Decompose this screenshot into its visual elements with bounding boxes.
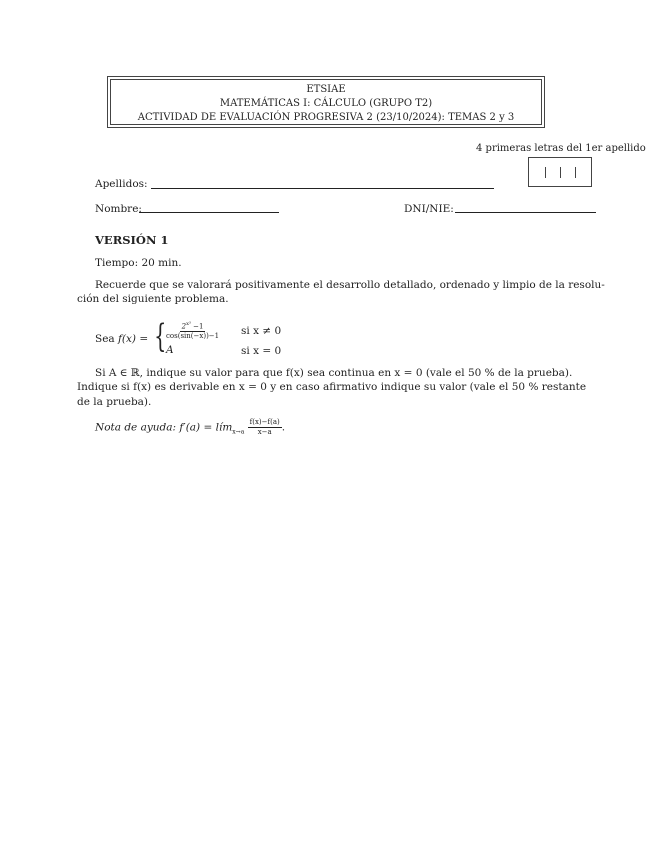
case1-fraction bbox=[164, 320, 221, 341]
case2-condition: si x = 0 bbox=[241, 345, 282, 357]
apellidos-field[interactable] bbox=[151, 188, 494, 189]
problem-line-3: de la prueba). bbox=[77, 396, 152, 408]
header-box bbox=[107, 76, 545, 128]
function-sea bbox=[95, 332, 148, 346]
num-base: 2 bbox=[181, 322, 187, 331]
dni-label: DNI/NIE: bbox=[404, 203, 454, 215]
num-exponent: x³ bbox=[186, 321, 191, 327]
header-course: MATEMÁTICAS I: CÁLCULO (GRUPO T2) bbox=[219, 98, 433, 109]
instructions-line-1: Recuerde que se valorará positivamente el desarrollo detallado, ordenado y limpio de la resolu- bbox=[95, 279, 605, 291]
problem-line-1: Si A ∈ ℝ, indique su valor para que f(x) sea continua en x = 0 (vale el 50 % de la prueba). bbox=[95, 367, 573, 379]
note-label: Nota de ayuda: bbox=[95, 421, 177, 434]
surname-box-label: 4 primeras letras del 1er apellido bbox=[476, 143, 646, 154]
note-fraction bbox=[248, 418, 282, 437]
num-rest: −1 bbox=[190, 322, 204, 331]
dni-field[interactable] bbox=[455, 212, 596, 213]
nombre-field[interactable] bbox=[139, 212, 279, 213]
surname-letters-box[interactable] bbox=[528, 157, 592, 187]
piecewise-brace: { bbox=[154, 317, 167, 355]
problem-line-2: Indique si f(x) es derivable en x = 0 y en caso afirmativo indique su valor (vale el 50 % restante bbox=[77, 381, 587, 393]
case1-condition: si x ≠ 0 bbox=[241, 325, 282, 337]
box-divider bbox=[545, 167, 546, 178]
box-divider bbox=[560, 167, 561, 178]
sea-word: Sea bbox=[95, 333, 115, 345]
header-activity: ACTIVIDAD DE EVALUACIÓN PROGRESIVA 2 (23/10/2024): TEMAS 2 y 3 bbox=[137, 112, 515, 123]
function-lhs: f(x) = bbox=[118, 333, 149, 345]
help-note: Nota de ayuda: f′(a) = lím$_{x\to a}$ $\frac{f(x)-f(a)}{x-a}$ . bbox=[95, 418, 286, 436]
instructions-line-2: ción del siguiente problema. bbox=[77, 293, 229, 305]
fraction-numerator bbox=[180, 320, 206, 332]
case2-value: A bbox=[166, 344, 174, 356]
case1-expression bbox=[164, 320, 221, 341]
note-num: f(x)−f(a) bbox=[249, 418, 280, 426]
apellidos-label: Apellidos: bbox=[95, 178, 148, 190]
fraction-denominator: cos(sin(−x))−1 bbox=[166, 332, 220, 341]
version-title: VERSIÓN 1 bbox=[95, 233, 169, 247]
header-inner bbox=[110, 79, 542, 125]
note-sub: x→a bbox=[232, 428, 245, 436]
nombre-label: Nombre: bbox=[95, 203, 142, 215]
note-den: x−a bbox=[257, 428, 272, 436]
note-formula: f′(a) = lím bbox=[179, 421, 233, 434]
box-divider bbox=[575, 167, 576, 178]
header-school: ETSIAE bbox=[306, 84, 346, 95]
time-text: Tiempo: 20 min. bbox=[95, 257, 182, 269]
